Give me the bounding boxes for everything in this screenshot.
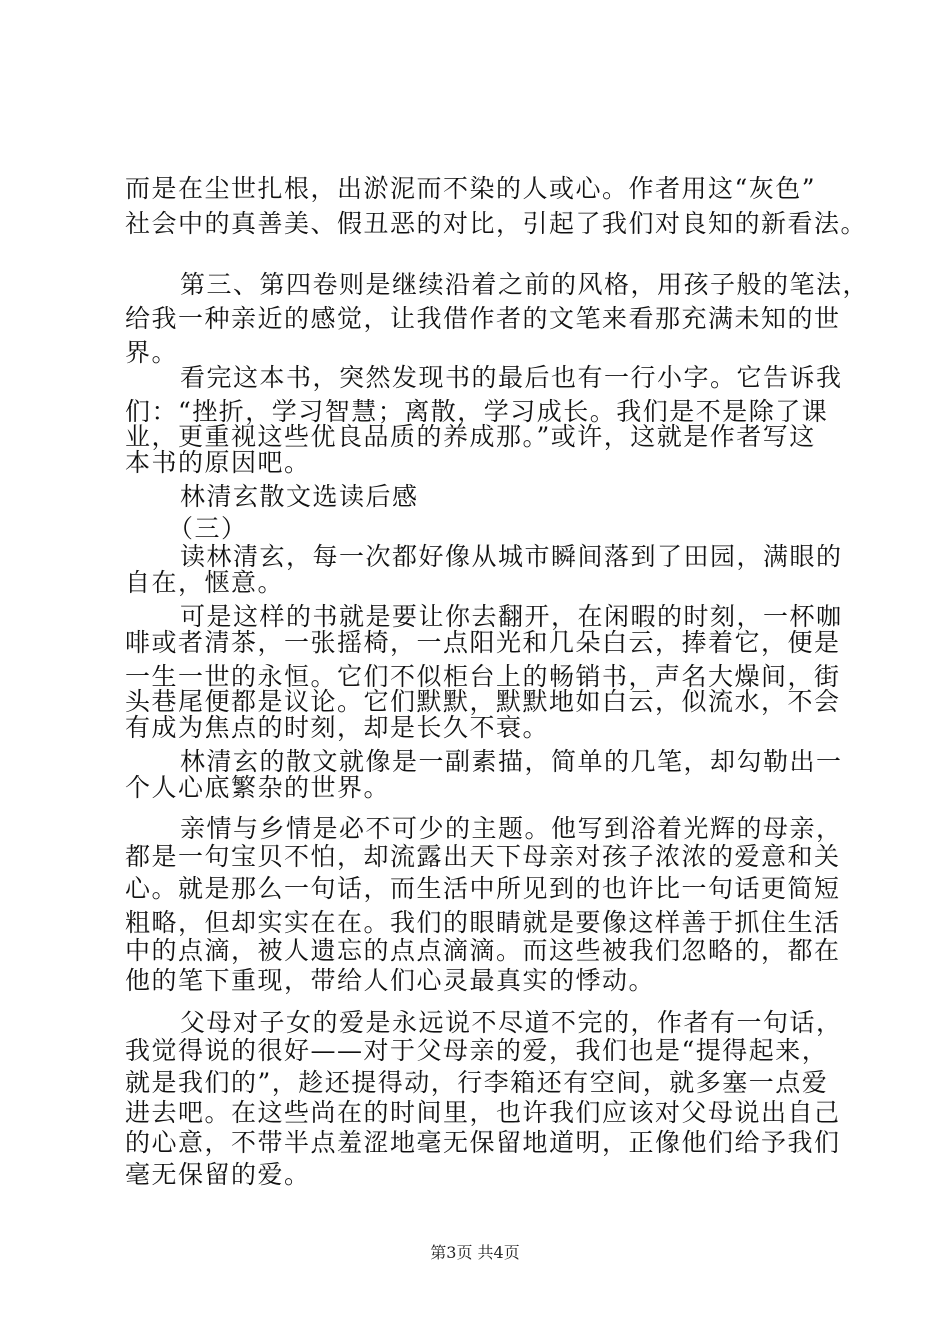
text-line: 第三、第四卷则是继续沿着之前的风格，用孩子般的笔法， <box>180 270 870 299</box>
text-line: 社会中的真善美、假丑恶的对比，引起了我们对良知的新看法。 <box>125 209 868 238</box>
text-line: 心。就是那么一句话，而生活中所见到的也许比一句话更简短 <box>125 874 841 903</box>
text-line: 读林清玄，每一次都好像从城市瞬间落到了田园，满眼的 <box>180 542 843 571</box>
text-line: 亲情与乡情是必不可少的主题。他写到浴着光辉的母亲， <box>180 814 843 843</box>
text-line: 我觉得说的很好——对于父母亲的爱，我们也是“提得起来， <box>125 1036 829 1065</box>
text-line: 可是这样的书就是要让你去翻开，在闲暇的时刻，一杯咖 <box>180 602 843 631</box>
text-line: 都是一句宝贝不怕，却流露出天下母亲对孩子浓浓的爱意和关 <box>125 842 841 871</box>
text-line: 的心意，不带半点羞涩地毫无保留地道明，正像他们给予我们 <box>125 1128 841 1157</box>
text-line: 一生一世的永恒。它们不似柜台上的畅销书，声名大燥间，街 <box>125 662 841 691</box>
text-line: 就是我们的”，趁还提得动，行李箱还有空间，就多塞一点爱 <box>125 1068 829 1097</box>
text-line: 给我一种亲近的感觉，让我借作者的文笔来看那充满未知的世 <box>125 304 841 333</box>
text-line: 而是在尘世扎根，出淤泥而不染的人或心。作者用这“灰色” <box>125 174 817 203</box>
text-line: 啡或者清茶，一张摇椅，一点阳光和几朵白云，捧着它，便是 <box>125 628 841 657</box>
text-line: 他的笔下重现，带给人们心灵最真实的悸动。 <box>125 966 656 995</box>
text-line: 头巷尾便都是议论。它们默默，默默地如白云，似流水，不会 <box>125 687 841 716</box>
text-line: 们：“挫折，学习智慧；离散，学习成长。我们是不是除了课 <box>125 397 829 426</box>
text-line: 业，更重视这些优良品质的养成那。”或许，这就是作者写这 <box>125 422 816 451</box>
text-line: 有成为焦点的时刻，却是长久不衰。 <box>125 713 550 742</box>
text-line: 本书的原因吧。 <box>125 448 311 477</box>
text-line: 个人心底繁杂的世界。 <box>125 773 391 802</box>
text-line: 毫无保留的爱。 <box>125 1160 311 1189</box>
section-number: （三） <box>168 514 248 543</box>
text-line: 林清玄的散文就像是一副素描，简单的几笔，却勾勒出一 <box>180 747 843 776</box>
text-line: 看完这本书，突然发现书的最后也有一行小字。它告诉我 <box>180 363 843 392</box>
section-title: 林清玄散文选读后感 <box>180 482 419 511</box>
text-line: 父母对子女的爱是永远说不尽道不完的，作者有一句话， <box>180 1008 843 1037</box>
text-line: 进去吧。在这些尚在的时间里，也许我们应该对父母说出自己 <box>125 1098 841 1127</box>
text-line: 粗略，但却实实在在。我们的眼睛就是要像这样善于抓住生活 <box>125 908 841 937</box>
text-line: 自在，惬意。 <box>125 568 285 597</box>
page-footer: 第3页 共4页 <box>430 1243 520 1262</box>
text-line: 界。 <box>125 338 179 367</box>
text-line: 中的点滴，被人遗忘的点点滴滴。而这些被我们忽略的，都在 <box>125 936 841 965</box>
